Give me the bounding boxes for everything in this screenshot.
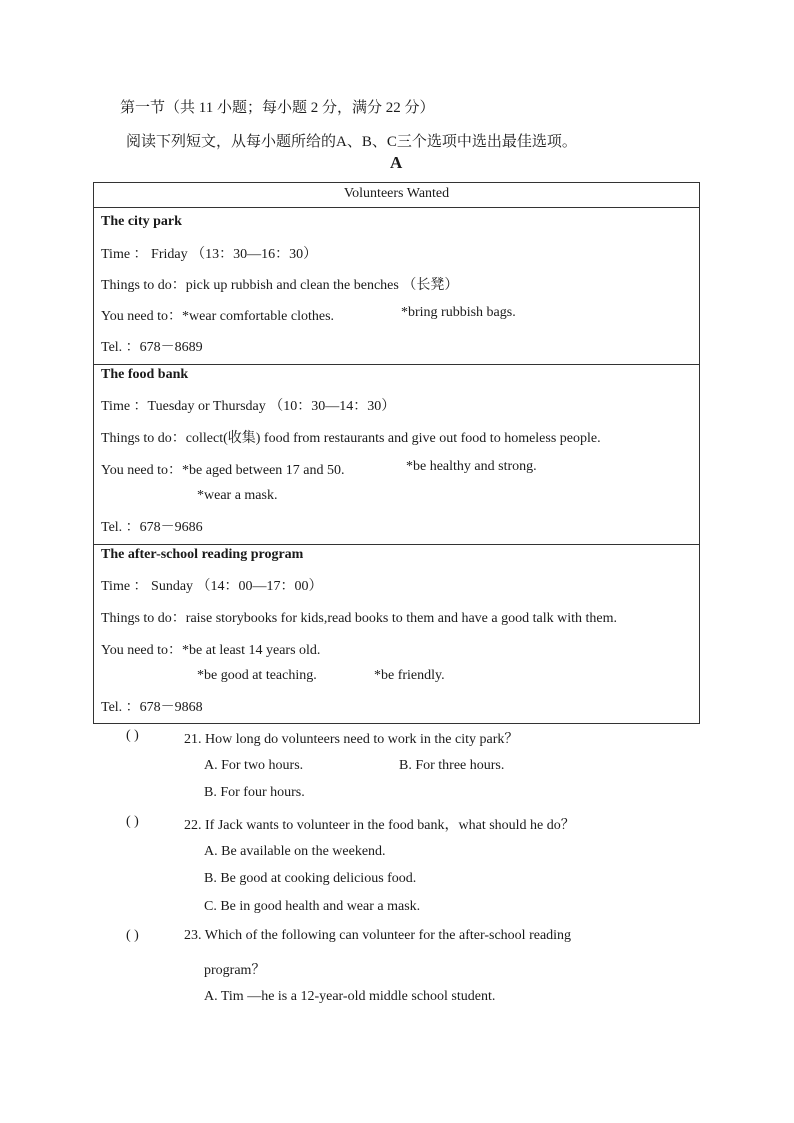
answer-bracket[interactable]: ( ) [126,728,139,743]
question-option: A. For two hours. [204,758,304,773]
section-need: You need to：*be at least 14 years old. [101,643,321,658]
table-title: Volunteers Wanted [343,186,450,201]
divider [94,364,699,365]
answer-bracket[interactable]: ( ) [126,814,139,829]
section-tel: Tel. ：678－8689 [101,340,203,355]
question-text-continued: program？ [204,963,266,978]
question-option: A. Tim —he is a 12-year-old middle school student. [204,989,496,1004]
question-option: C. Be in good health and wear a mask. [204,899,421,914]
section-need: *be friendly. [374,668,445,683]
divider [94,207,699,208]
section-things: Things to do：collect(收集) food from restaurants and give out food to homeless people. [101,431,601,446]
section-need: *be good at teaching. [197,668,317,683]
section-name-city-park: The city park [101,214,182,229]
section-name-food-bank: The food bank [101,367,189,382]
section-need: *be healthy and strong. [406,459,537,474]
question-text: 22. If Jack wants to volunteer in the food bank，what should he do？ [184,818,575,833]
divider [94,544,699,545]
section-time: Time ： Sunday （14：00—17：00） [101,579,323,594]
question-text: 21. How long do volunteers need to work in the city park？ [184,732,519,747]
passage-label: A [390,153,403,172]
section-need: *bring rubbish bags. [401,305,516,320]
section-time: Time ： Friday （13：30—16：30） [101,247,318,262]
section-title: 第一节（共 11 小题；每小题 2 分，满分 22 分） [120,100,435,116]
question-option: A. Be available on the weekend. [204,844,386,859]
section-need: *wear a mask. [197,488,278,503]
section-things: Things to do：raise storybooks for kids,read books to them and have a good talk with them. [101,611,617,626]
instruction: 阅读下列短文，从每小题所给的A、B、C三个选项中选出最佳选项。 [126,134,577,150]
question-option: B. For four hours. [204,785,305,800]
section-tel: Tel. ：678－9686 [101,520,203,535]
answer-bracket[interactable]: ( ) [126,928,139,943]
section-need: You need to：*wear comfortable clothes. [101,309,335,324]
section-need: You need to：*be aged between 17 and 50. [101,463,345,478]
volunteers-table [93,182,700,724]
section-name-reading-program: The after-school reading program [101,547,304,562]
question-text: 23. Which of the following can volunteer for the after-school reading [184,928,572,943]
section-tel: Tel. ：678－9868 [101,700,203,715]
question-option: B. Be good at cooking delicious food. [204,871,417,886]
section-things: Things to do：pick up rubbish and clean the benches （长凳） [101,278,459,293]
section-time: Time ：Tuesday or Thursday （10：30—14：30） [101,399,396,414]
question-option: B. For three hours. [399,758,505,773]
